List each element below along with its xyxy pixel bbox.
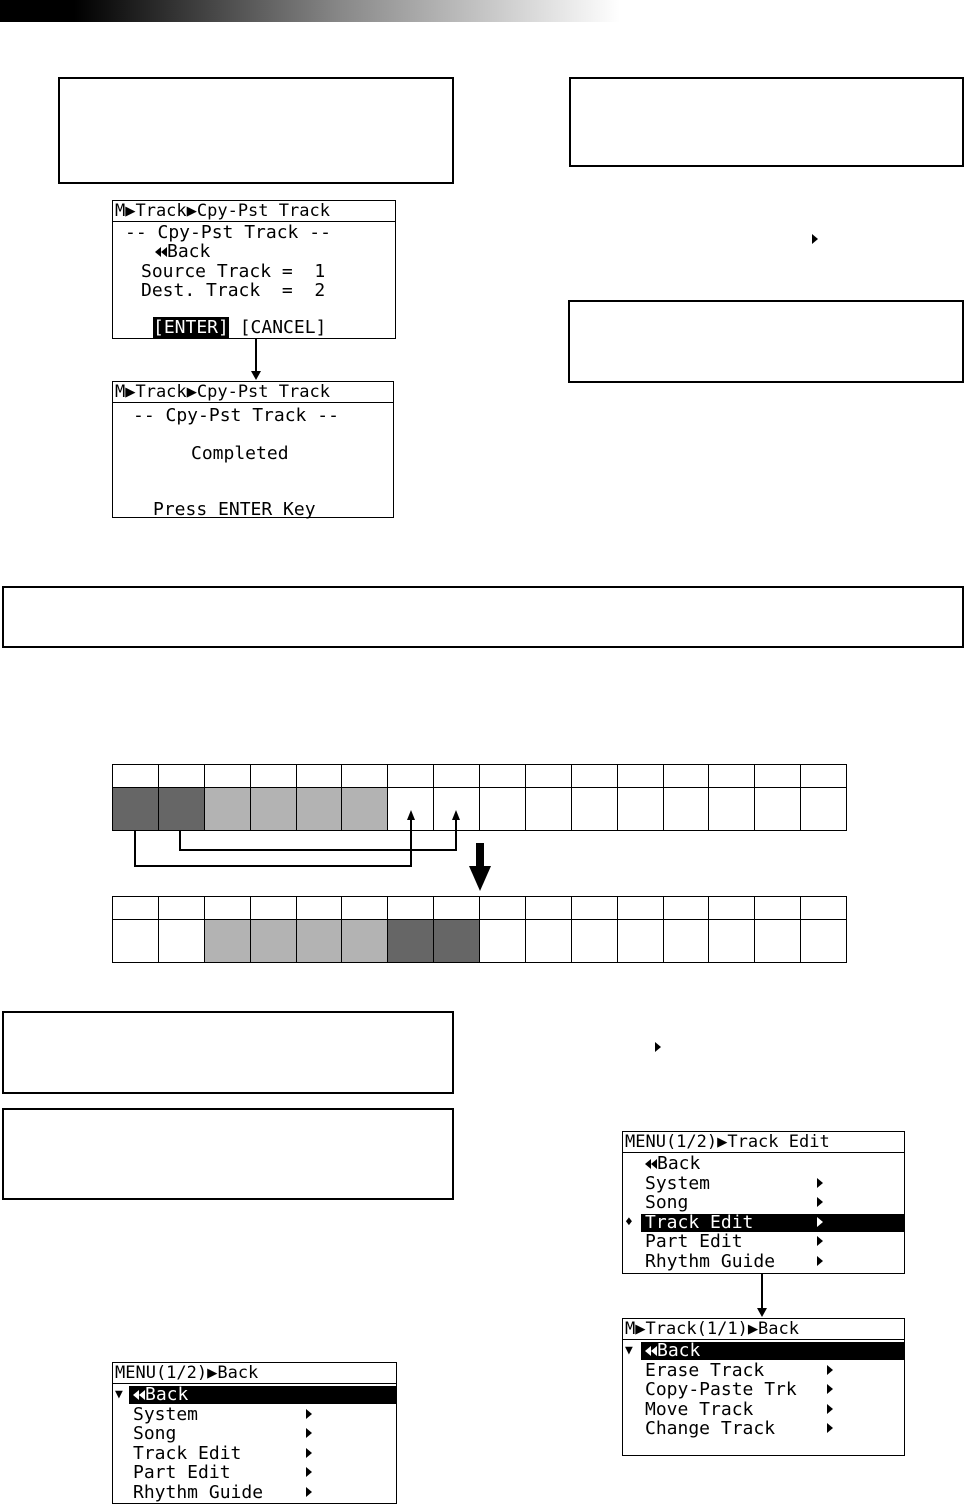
menu-item-label: Back	[145, 1384, 189, 1405]
source-track-row[interactable]: Source Track = 1	[141, 261, 326, 282]
menu-item-label: Copy-Paste Trk	[645, 1379, 797, 1400]
press-enter-prompt: Press ENTER Key	[153, 499, 316, 520]
track-cell-6	[342, 920, 388, 963]
lcd-completed	[112, 381, 394, 518]
track-cell-15	[755, 920, 801, 963]
down-arrow-icon	[757, 1308, 767, 1317]
menu-item-label: System	[645, 1172, 711, 1194]
source-track-value: 1	[314, 261, 326, 282]
track-cell-16	[801, 920, 847, 963]
track-number-cell	[158, 765, 204, 788]
track-number-cell	[525, 765, 571, 788]
track-cell-2	[158, 920, 204, 963]
track-number-cell	[663, 765, 709, 788]
menu-item-label: Move Track	[645, 1398, 754, 1420]
menu-item-label: Track Edit	[645, 1211, 754, 1233]
track-number-cell	[342, 765, 388, 788]
track-cell-9	[480, 788, 526, 831]
menu-item-label: Rhythm Guide	[645, 1250, 776, 1272]
menu-item[interactable]	[113, 1463, 396, 1482]
menu-item[interactable]	[623, 1419, 904, 1438]
lcd-copy-paste-settings	[112, 200, 396, 339]
back-label: Back	[167, 241, 211, 262]
submenu-arrow-icon	[827, 1404, 833, 1414]
menu-item[interactable]	[113, 1483, 396, 1502]
submenu-arrow-icon	[827, 1423, 833, 1433]
track-number-cell	[480, 897, 526, 920]
submenu-arrow-icon	[827, 1365, 833, 1375]
note-box-5	[2, 1108, 454, 1200]
header-gradient-bar	[0, 0, 620, 22]
track-number-cell	[250, 897, 296, 920]
track-number-cell	[342, 897, 388, 920]
menu-item[interactable]	[113, 1444, 396, 1463]
note-box-wide	[2, 586, 964, 648]
submenu-arrow-icon	[306, 1448, 312, 1458]
track-number-cell	[709, 897, 755, 920]
menu-item-label: Song	[133, 1423, 177, 1444]
track-number-cell	[296, 897, 342, 920]
submenu-arrow-icon	[817, 1178, 823, 1188]
track-number-cell	[525, 897, 571, 920]
lcd-header: M▶Track▶Cpy-Pst Track	[113, 382, 393, 403]
flow-arrow-line	[761, 1274, 763, 1310]
track-number-cell	[801, 765, 847, 788]
menu-item[interactable]	[623, 1232, 904, 1251]
menu-item-label: Erase Track	[645, 1359, 765, 1381]
lcd-track-submenu	[622, 1318, 905, 1456]
track-cell-10	[525, 788, 571, 831]
play-arrow-icon	[654, 1036, 662, 1055]
track-number-cell	[296, 765, 342, 788]
track-number-cell	[571, 765, 617, 788]
track-cell-5	[296, 920, 342, 963]
track-cell-1	[113, 920, 159, 963]
track-number-cell	[480, 765, 526, 788]
submenu-arrow-icon	[306, 1487, 312, 1497]
dest-track-row[interactable]: Dest. Track = 2	[141, 280, 326, 301]
source-track-label: Source Track	[141, 261, 272, 282]
track-number-cell	[571, 897, 617, 920]
track-cell-7	[388, 920, 434, 963]
submenu-arrow-icon	[817, 1197, 823, 1207]
lcd-menu-track-edit	[622, 1131, 905, 1274]
completed-message: Completed	[191, 443, 289, 464]
dest-track-label: Dest. Track	[141, 280, 261, 301]
submenu-arrow-icon	[817, 1217, 823, 1227]
track-cell-9	[480, 920, 526, 963]
track-number-cell	[204, 765, 250, 788]
track-number-cell	[801, 897, 847, 920]
track-number-cell	[388, 897, 434, 920]
track-cell-10	[525, 920, 571, 963]
lcd-header: MENU(1/2)▶Track Edit	[623, 1132, 904, 1153]
scroll-indicator-icon: ▼	[115, 1387, 123, 1402]
menu-item[interactable]	[113, 1424, 396, 1443]
track-cell-5	[296, 788, 342, 831]
submenu-arrow-icon	[306, 1467, 312, 1477]
track-cell-14	[709, 920, 755, 963]
track-cell-7	[388, 788, 434, 831]
track-cell-3	[204, 920, 250, 963]
track-number-cell	[113, 765, 159, 788]
note-box-3	[568, 300, 964, 383]
track-number-cell	[388, 765, 434, 788]
menu-item-label: Song	[645, 1192, 689, 1213]
submenu-arrow-icon	[817, 1256, 823, 1266]
menu-item[interactable]	[623, 1380, 904, 1399]
track-number-cell	[250, 765, 296, 788]
track-cell-8	[434, 788, 480, 831]
submenu-arrow-icon	[306, 1409, 312, 1419]
scroll-indicator-icon: ▼	[625, 1343, 633, 1358]
lcd-title: -- Cpy-Pst Track --	[125, 222, 331, 243]
track-cell-6	[342, 788, 388, 831]
menu-item-label: System	[133, 1403, 199, 1425]
note-box-2	[569, 77, 964, 167]
submenu-arrow-icon	[827, 1384, 833, 1394]
track-number-cell	[434, 765, 480, 788]
lcd-header: M▶Track(1/1)▶Back	[623, 1319, 904, 1340]
track-number-cell	[617, 897, 663, 920]
track-number-cell	[617, 765, 663, 788]
menu-item[interactable]	[623, 1361, 904, 1380]
flow-arrow-line	[255, 339, 257, 373]
track-number-cell	[204, 897, 250, 920]
tracks-after	[112, 896, 847, 963]
enter-button[interactable]: [ENTER]	[153, 317, 229, 338]
track-cell-4	[250, 788, 296, 831]
menu-item-label: Back	[657, 1153, 701, 1174]
track-cell-1	[113, 788, 159, 831]
big-down-arrow-icon	[469, 866, 491, 891]
track-number-cell	[158, 897, 204, 920]
lcd-title: -- Cpy-Pst Track --	[133, 405, 339, 426]
menu-item-label: Back	[657, 1340, 701, 1361]
menu-item[interactable]	[623, 1252, 904, 1271]
track-cell-15	[755, 788, 801, 831]
track-cell-11	[571, 920, 617, 963]
menu-item[interactable]	[623, 1193, 904, 1212]
menu-item[interactable]	[623, 1341, 904, 1360]
track-cell-11	[571, 788, 617, 831]
scroll-indicator-icon: ♦	[625, 1214, 633, 1230]
big-down-arrow-shaft	[476, 843, 484, 868]
note-box-1	[58, 77, 454, 184]
menu-item-label: Part Edit	[645, 1231, 743, 1252]
menu-item[interactable]	[113, 1405, 396, 1424]
menu-item[interactable]	[623, 1213, 904, 1232]
play-arrow-icon	[811, 228, 819, 247]
cancel-button[interactable]: [CANCEL]	[239, 317, 327, 338]
track-number-cell	[663, 897, 709, 920]
track-number-cell	[709, 765, 755, 788]
track-cell-13	[663, 788, 709, 831]
lcd-menu-back	[112, 1362, 397, 1504]
track-cell-8	[434, 920, 480, 963]
submenu-arrow-icon	[306, 1428, 312, 1438]
track-cell-16	[801, 788, 847, 831]
track-cell-4	[250, 920, 296, 963]
menu-item[interactable]	[623, 1174, 904, 1193]
lcd-header: M▶Track▶Cpy-Pst Track	[113, 201, 395, 222]
menu-item-label: Track Edit	[133, 1442, 242, 1464]
menu-item[interactable]	[623, 1400, 904, 1419]
down-arrow-icon	[251, 371, 261, 380]
track-number-cell	[755, 897, 801, 920]
track-number-cell	[113, 897, 159, 920]
track-cell-12	[617, 920, 663, 963]
track-cell-12	[617, 788, 663, 831]
lcd-header: MENU(1/2)▶Back	[113, 1363, 396, 1384]
menu-item-label: Rhythm Guide	[133, 1481, 264, 1503]
track-cell-13	[663, 920, 709, 963]
track-number-cell	[434, 897, 480, 920]
tracks-before	[112, 764, 847, 831]
menu-item-label: Change Track	[645, 1418, 776, 1439]
menu-item[interactable]	[113, 1385, 396, 1404]
menu-item[interactable]	[623, 1154, 904, 1173]
submenu-arrow-icon	[817, 1236, 823, 1246]
note-box-4	[2, 1011, 454, 1094]
track-cell-3	[204, 788, 250, 831]
track-number-cell	[755, 765, 801, 788]
back-item[interactable]	[155, 242, 395, 261]
track-cell-2	[158, 788, 204, 831]
track-cell-14	[709, 788, 755, 831]
dest-track-value: 2	[314, 280, 326, 301]
menu-item-label: Part Edit	[133, 1462, 231, 1483]
